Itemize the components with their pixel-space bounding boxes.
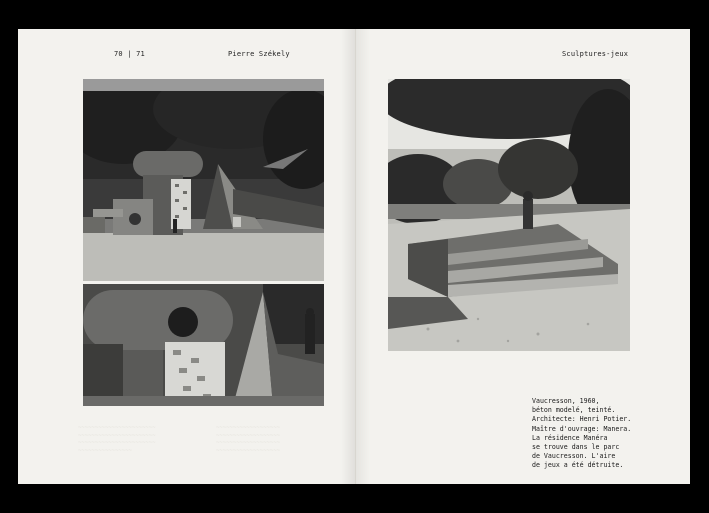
caption-line: Architecte: Henri Potier. — [532, 415, 632, 424]
show-through-text: ~~~~~~~~~~~~~~~~~~~~~~~ ~~~~~~~~~~~~~~~~~~~~~~~ ~~~~~~~~~~~~~~~~~~~~~~~ ~~~~~~~~~~~~~~~~ — [78, 425, 156, 454]
left-page — [18, 29, 356, 484]
playground-photo-bottom — [83, 284, 324, 406]
right-page — [356, 29, 690, 484]
caption-line: se trouve dans le parc — [532, 443, 620, 452]
running-title-right: Sculptures-jeux — [562, 50, 629, 58]
caption-line: de Vaucresson. L'aire — [532, 452, 616, 461]
caption-line: Vaucresson, 1960, — [532, 397, 600, 405]
gutter-shadow — [341, 29, 355, 484]
caption-line: de jeux a été détruite. — [532, 461, 624, 470]
caption-line: béton modelé, teinté. — [532, 406, 616, 415]
running-title-left: Pierre Székely — [228, 50, 290, 58]
caption-line: La résidence Manéra — [532, 433, 608, 442]
photo-caption — [532, 397, 682, 471]
playground-photo-right — [388, 79, 630, 351]
show-through-text: ~~~~~~~~~~~~~~~~~~~ ~~~~~~~~~~~~~~~~~~~ ~~~~~~~~~~~~~~~~~~~ ~~~~~~~~~~~~~~~~~~~ — [216, 425, 280, 454]
playground-photo-top — [83, 79, 324, 281]
page-numbers: 70 | 71 — [114, 50, 145, 58]
gutter-shadow — [356, 29, 370, 484]
caption-line: Maître d'ouvrage: Manera. — [532, 424, 632, 433]
